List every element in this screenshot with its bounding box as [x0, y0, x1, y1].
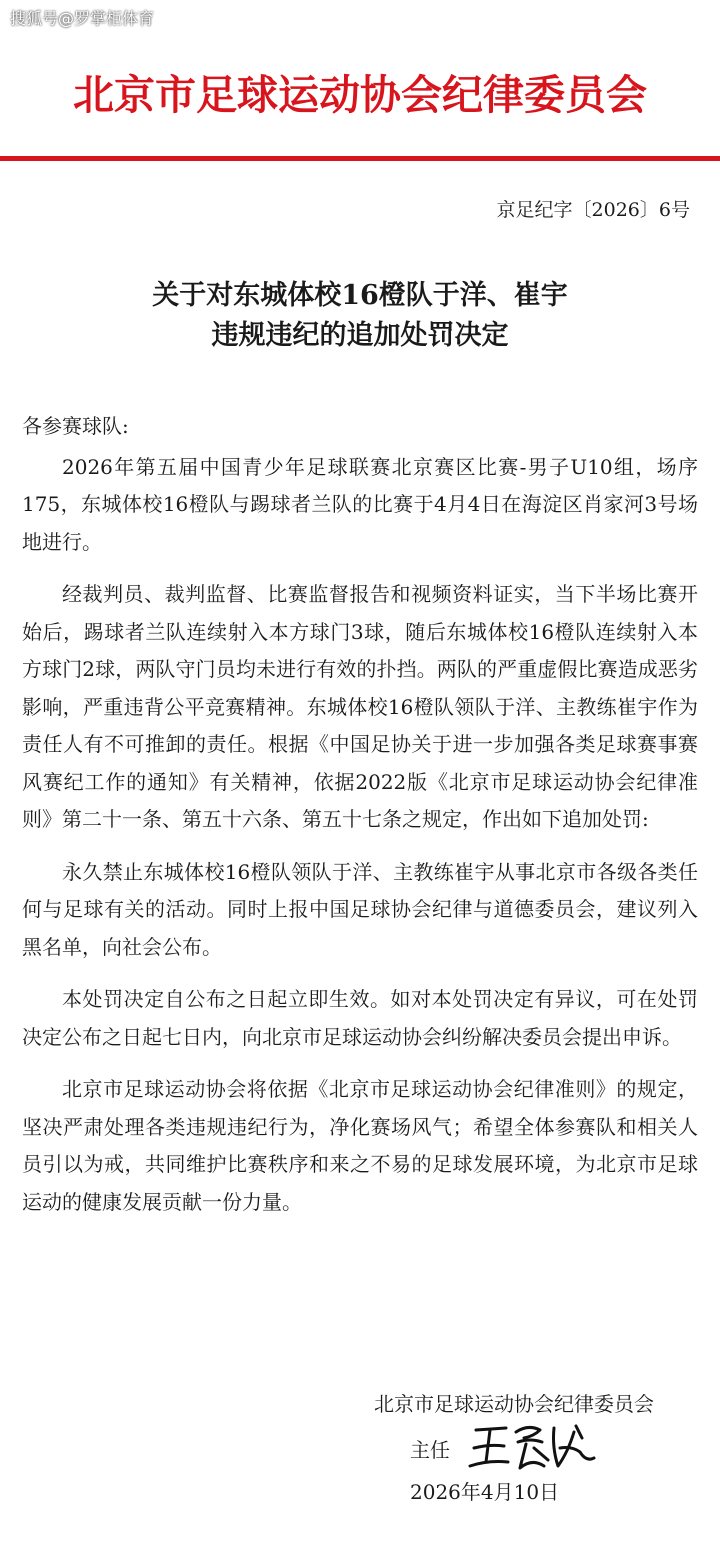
paragraph-match-info: 2026年第五届中国青少年足球联赛北京赛区比赛-男子U10组，场序175，东城体校16橙队与踢球者兰队的比赛于4月4日在海淀区肖家河3号场地进行。 — [22, 454, 698, 554]
document-title-line-1: 关于对东城体校16橙队于洋、崔宇 — [152, 280, 568, 311]
signing-organization: 北京市足球运动协会纪律委员会 — [374, 1392, 654, 1416]
signer-role: 主任 — [410, 1438, 450, 1462]
paragraph-findings: 经裁判员、裁判监督、比赛监督报告和视频资料证实，当下半场比赛开始后，踢球者兰队连续射入本方球门3球，随后东城体校16橙队连续射入本方球门2球，两队守门员均未进行有效的扑挡。两队的严重虚假比赛造成恶劣影响，严重违背公平竞赛精神。东城体校16橙队领队于洋、主教练崔宇作为责任人有不可推卸的责任。根据《中国足协关于进一步加强各类足球赛事赛风赛纪工作的通知》有关精神，依据2022版《北京市足球运动协会纪律准则》第二十一条、第五十六条、第五十七条之规定，作出如下追加处罚: — [22, 582, 698, 831]
document-title — [0, 276, 720, 356]
paragraph-penalty: 永久禁止东城体校16橙队领队于洋、主教练崔宇从事北京市各级各类任何与足球有关的活动。同时上报中国足球协会纪律与道德委员会，建议列入黑名单，向社会公布。 — [22, 859, 698, 959]
document-number: 京足纪字〔2026〕6号 — [496, 199, 690, 221]
document-date: 2026年4月10日 — [410, 1480, 560, 1504]
handwritten-signature — [468, 1418, 598, 1474]
watermark-text: 搜狐号@罗掌柜体育 — [10, 9, 155, 28]
letterhead-title: 北京市足球运动协会纪律委员会 — [73, 71, 647, 119]
paragraph-closing: 北京市足球运动协会将依据《北京市足球运动协会纪律准则》的规定，坚决严肃处理各类违规违纪行为，净化赛场风气；希望全体参赛队和相关人员引以为戒，共同维护比赛秩序和来之不易的足球发展环境，为北京市足球运动的健康发展贡献一份力量。 — [22, 1077, 698, 1214]
paragraph-appeal: 本处罚决定自公布之日起立即生效。如对本处罚决定有异议，可在处罚决定公布之日起七日内，向北京市足球运动协会纠纷解决委员会提出申诉。 — [22, 987, 698, 1049]
document-title-line-2: 违规违纪的追加处罚决定 — [211, 320, 509, 351]
document-body — [22, 408, 698, 1236]
greeting: 各参赛球队: — [22, 414, 129, 438]
letterhead-red-rule — [0, 156, 720, 161]
